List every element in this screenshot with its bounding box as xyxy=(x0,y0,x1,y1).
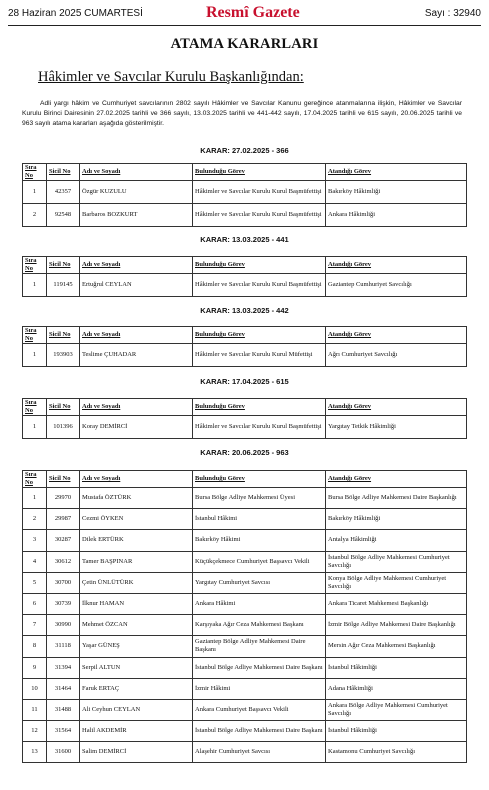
cell-sira-no: 11 xyxy=(23,699,47,720)
cell-sicil-no: 30990 xyxy=(47,615,80,636)
cell-ad-soyad: Mehmet ÖZCAN xyxy=(80,615,193,636)
intro-paragraph: Adli yargı hâkim ve Cumhuriyet savcılarının 2802 sayılı Hâkimler ve Savcılar Kanunu gereğince atanmalarına ilişkin, Hâkimler ve Savcılar Kurulu Birinci Dairesinin 27.02.2025 tarihli ve 366 sayılı, 13.03.2025 tarihli ve 441-442 sayılı, 17.04.2025 tarihli ve 615 sayılı, 20.06.2025 tarihli ve 963 sayılı atama kararları aşağıda gösterilmiştir. xyxy=(22,100,462,127)
cell-sicil-no: 31464 xyxy=(47,678,80,699)
cell-sira-no: 12 xyxy=(23,721,47,742)
cell-sira-no: 2 xyxy=(23,204,47,227)
cell-bulundugu-gorev: Karşıyaka Ağır Ceza Mahkemesi Başkanı xyxy=(193,615,326,636)
appointment-table xyxy=(22,163,467,227)
cell-sira-no: 7 xyxy=(23,615,47,636)
table-row xyxy=(23,344,467,367)
cell-ad-soyad: Tamer BAŞPINAR xyxy=(80,551,193,572)
cell-sira-no: 5 xyxy=(23,572,47,593)
header-divider xyxy=(8,25,481,26)
cell-atandigi-gorev: Ankara Ticaret Mahkemesi Başkanlığı xyxy=(326,593,467,614)
table-header-row xyxy=(23,257,467,274)
cell-bulundugu-gorev: Alaşehir Cumhuriyet Savcısı xyxy=(193,742,326,763)
cell-ad-soyad: Cezmi ÖYKEN xyxy=(80,509,193,530)
cell-bulundugu-gorev: Ankara Cumhuriyet Başsavcı Vekili xyxy=(193,699,326,720)
column-header-sicil-no: Sicil No xyxy=(47,399,80,416)
column-header-bulundugu-gorev: Bulunduğu Görev xyxy=(193,327,326,344)
cell-bulundugu-gorev: İzmir Hâkimi xyxy=(193,678,326,699)
cell-ad-soyad: Yaşar GÜNEŞ xyxy=(80,636,193,657)
karar-heading: KARAR: 27.02.2025 - 366 xyxy=(200,146,289,155)
publication-date: 28 Haziran 2025 CUMARTESİ xyxy=(8,8,143,19)
table-row xyxy=(23,488,467,509)
cell-bulundugu-gorev: Bakırköy Hâkimi xyxy=(193,530,326,551)
cell-ad-soyad: Mustafa ÖZTÜRK xyxy=(80,488,193,509)
issue-number: Sayı : 32940 xyxy=(424,8,481,19)
cell-sicil-no: 31488 xyxy=(47,699,80,720)
column-header-ad-soyad: Adı ve Soyadı xyxy=(80,327,193,344)
appointment-table xyxy=(22,256,467,297)
cell-sicil-no: 31118 xyxy=(47,636,80,657)
page-header xyxy=(8,4,481,24)
cell-bulundugu-gorev: Küçükçekmece Cumhuriyet Başsavcı Vekili xyxy=(193,551,326,572)
cell-sira-no: 1 xyxy=(23,274,47,297)
table-row xyxy=(23,416,467,439)
table-row xyxy=(23,274,467,297)
cell-ad-soyad: Teslime ÇUHADAR xyxy=(80,344,193,367)
cell-ad-soyad: Dilek ERTÜRK xyxy=(80,530,193,551)
cell-sira-no: 6 xyxy=(23,593,47,614)
karar-heading: KARAR: 20.06.2025 - 963 xyxy=(200,448,289,457)
column-header-ad-soyad: Adı ve Soyadı xyxy=(80,164,193,181)
table-row xyxy=(23,181,467,204)
cell-bulundugu-gorev: İstanbul Bölge Adliye Mahkemesi Daire Başkanı xyxy=(193,721,326,742)
column-header-bulundugu-gorev: Bulunduğu Görev xyxy=(193,399,326,416)
cell-sicil-no: 101396 xyxy=(47,416,80,439)
publication-name: Resmî Gazete xyxy=(206,4,300,21)
column-header-sira-no: Sıra No xyxy=(23,399,47,416)
karar-heading: KARAR: 13.03.2025 - 441 xyxy=(200,235,289,244)
column-header-atandigi-gorev: Atandığı Görev xyxy=(326,164,467,181)
table-header-row xyxy=(23,471,467,488)
column-header-sira-no: Sıra No xyxy=(23,327,47,344)
column-header-atandigi-gorev: Atandığı Görev xyxy=(326,257,467,274)
column-header-sira-no: Sıra No xyxy=(23,257,47,274)
cell-sicil-no: 29970 xyxy=(47,488,80,509)
table-row xyxy=(23,678,467,699)
cell-atandigi-gorev: İzmir Bölge Adliye Mahkemesi Daire Başkanlığı xyxy=(326,615,467,636)
cell-bulundugu-gorev: Hâkimler ve Savcılar Kurulu Kurul Müfettişi xyxy=(193,344,326,367)
cell-atandigi-gorev: Kastamonu Cumhuriyet Savcılığı xyxy=(326,742,467,763)
cell-atandigi-gorev: Ağrı Cumhuriyet Savcılığı xyxy=(326,344,467,367)
cell-ad-soyad: Ertuğrul CEYLAN xyxy=(80,274,193,297)
table-row xyxy=(23,593,467,614)
cell-atandigi-gorev: Konya Bölge Adliye Mahkemesi Cumhuriyet Savcılığı xyxy=(326,572,467,593)
cell-ad-soyad: Serpil ALTUN xyxy=(80,657,193,678)
table-row xyxy=(23,742,467,763)
cell-ad-soyad: Özgür KUZULU xyxy=(80,181,193,204)
cell-atandigi-gorev: Ankara Bölge Adliye Mahkemesi Cumhuriyet Savcılığı xyxy=(326,699,467,720)
cell-ad-soyad: İlknur HAMAN xyxy=(80,593,193,614)
cell-sicil-no: 42357 xyxy=(47,181,80,204)
cell-ad-soyad: Halil AKDEMİR xyxy=(80,721,193,742)
cell-ad-soyad: Çetin ÜNLÜTÜRK xyxy=(80,572,193,593)
cell-sira-no: 8 xyxy=(23,636,47,657)
cell-atandigi-gorev: İstanbul Bölge Adliye Mahkemesi Cumhuriyet Savcılığı xyxy=(326,551,467,572)
table-header-row xyxy=(23,327,467,344)
cell-sira-no: 1 xyxy=(23,181,47,204)
column-header-sicil-no: Sicil No xyxy=(47,471,80,488)
appointment-table xyxy=(22,398,467,439)
cell-atandigi-gorev: Gaziantep Cumhuriyet Savcılığı xyxy=(326,274,467,297)
cell-sicil-no: 193903 xyxy=(47,344,80,367)
cell-bulundugu-gorev: İstanbul Bölge Adliye Mahkemesi Daire Başkanı xyxy=(193,657,326,678)
cell-sira-no: 3 xyxy=(23,530,47,551)
cell-sicil-no: 92548 xyxy=(47,204,80,227)
cell-sicil-no: 30700 xyxy=(47,572,80,593)
cell-ad-soyad: Salim DEMİRCİ xyxy=(80,742,193,763)
column-header-bulundugu-gorev: Bulunduğu Görev xyxy=(193,164,326,181)
column-header-atandigi-gorev: Atandığı Görev xyxy=(326,471,467,488)
table-row xyxy=(23,636,467,657)
appointment-table xyxy=(22,470,467,763)
cell-sicil-no: 29987 xyxy=(47,509,80,530)
cell-sicil-no: 30287 xyxy=(47,530,80,551)
column-header-sicil-no: Sicil No xyxy=(47,164,80,181)
cell-atandigi-gorev: İstanbul Hâkimliği xyxy=(326,721,467,742)
column-header-sira-no: Sıra No xyxy=(23,164,47,181)
cell-ad-soyad: Ali Ceyhun CEYLAN xyxy=(80,699,193,720)
karar-heading: KARAR: 13.03.2025 - 442 xyxy=(200,306,289,315)
cell-sicil-no: 30612 xyxy=(47,551,80,572)
cell-bulundugu-gorev: Ankara Hâkimi xyxy=(193,593,326,614)
cell-ad-soyad: Koray DEMİRCİ xyxy=(80,416,193,439)
table-row xyxy=(23,530,467,551)
column-header-bulundugu-gorev: Bulunduğu Görev xyxy=(193,257,326,274)
cell-atandigi-gorev: Yargıtay Tetkik Hâkimliği xyxy=(326,416,467,439)
table-row xyxy=(23,551,467,572)
cell-sira-no: 1 xyxy=(23,488,47,509)
table-row xyxy=(23,699,467,720)
table-row xyxy=(23,509,467,530)
cell-atandigi-gorev: Bakırköy Hâkimliği xyxy=(326,509,467,530)
column-header-sicil-no: Sicil No xyxy=(47,327,80,344)
cell-sira-no: 10 xyxy=(23,678,47,699)
cell-sira-no: 13 xyxy=(23,742,47,763)
column-header-sira-no: Sıra No xyxy=(23,471,47,488)
table-header-row xyxy=(23,399,467,416)
table-row xyxy=(23,204,467,227)
column-header-atandigi-gorev: Atandığı Görev xyxy=(326,399,467,416)
cell-sira-no: 4 xyxy=(23,551,47,572)
column-header-ad-soyad: Adı ve Soyadı xyxy=(80,471,193,488)
cell-sicil-no: 31394 xyxy=(47,657,80,678)
cell-atandigi-gorev: Bakırköy Hâkimliği xyxy=(326,181,467,204)
cell-ad-soyad: Faruk ERTAÇ xyxy=(80,678,193,699)
cell-sira-no: 1 xyxy=(23,416,47,439)
table-row xyxy=(23,615,467,636)
cell-bulundugu-gorev: İstanbul Hâkimi xyxy=(193,509,326,530)
cell-sicil-no: 31600 xyxy=(47,742,80,763)
issuing-authority: Hâkimler ve Savcılar Kurulu Başkanlığından: xyxy=(38,69,304,85)
cell-bulundugu-gorev: Gaziantep Bölge Adliye Mahkemesi Daire Başkanı xyxy=(193,636,326,657)
cell-sicil-no: 30739 xyxy=(47,593,80,614)
cell-sira-no: 9 xyxy=(23,657,47,678)
cell-bulundugu-gorev: Hâkimler ve Savcılar Kurulu Kurul Başmüfettişi xyxy=(193,204,326,227)
cell-sira-no: 1 xyxy=(23,344,47,367)
table-row xyxy=(23,657,467,678)
appointment-table xyxy=(22,326,467,367)
cell-sicil-no: 31564 xyxy=(47,721,80,742)
karar-heading: KARAR: 17.04.2025 - 615 xyxy=(200,377,289,386)
column-header-atandigi-gorev: Atandığı Görev xyxy=(326,327,467,344)
cell-sicil-no: 119145 xyxy=(47,274,80,297)
cell-ad-soyad: Barbaros BOZKURT xyxy=(80,204,193,227)
cell-bulundugu-gorev: Yargıtay Cumhuriyet Savcısı xyxy=(193,572,326,593)
column-header-sicil-no: Sicil No xyxy=(47,257,80,274)
cell-atandigi-gorev: Antalya Hâkimliği xyxy=(326,530,467,551)
cell-atandigi-gorev: Adana Hâkimliği xyxy=(326,678,467,699)
cell-bulundugu-gorev: Hâkimler ve Savcılar Kurulu Kurul Başmüfettişi xyxy=(193,274,326,297)
cell-bulundugu-gorev: Hâkimler ve Savcılar Kurulu Kurul Başmüfettişi xyxy=(193,181,326,204)
table-row xyxy=(23,721,467,742)
column-header-ad-soyad: Adı ve Soyadı xyxy=(80,257,193,274)
cell-bulundugu-gorev: Hâkimler ve Savcılar Kurulu Kurul Başmüfettişi xyxy=(193,416,326,439)
table-header-row xyxy=(23,164,467,181)
cell-atandigi-gorev: Mersin Ağır Ceza Mahkemesi Başkanlığı xyxy=(326,636,467,657)
cell-bulundugu-gorev: Bursa Bölge Adliye Mahkemesi Üyesi xyxy=(193,488,326,509)
table-row xyxy=(23,572,467,593)
cell-sira-no: 2 xyxy=(23,509,47,530)
cell-atandigi-gorev: Bursa Bölge Adliye Mahkemesi Daire Başkanlığı xyxy=(326,488,467,509)
cell-atandigi-gorev: Ankara Hâkimliği xyxy=(326,204,467,227)
column-header-ad-soyad: Adı ve Soyadı xyxy=(80,399,193,416)
page-title: ATAMA KARARLARI xyxy=(170,36,319,52)
cell-atandigi-gorev: İstanbul Hâkimliği xyxy=(326,657,467,678)
column-header-bulundugu-gorev: Bulunduğu Görev xyxy=(193,471,326,488)
